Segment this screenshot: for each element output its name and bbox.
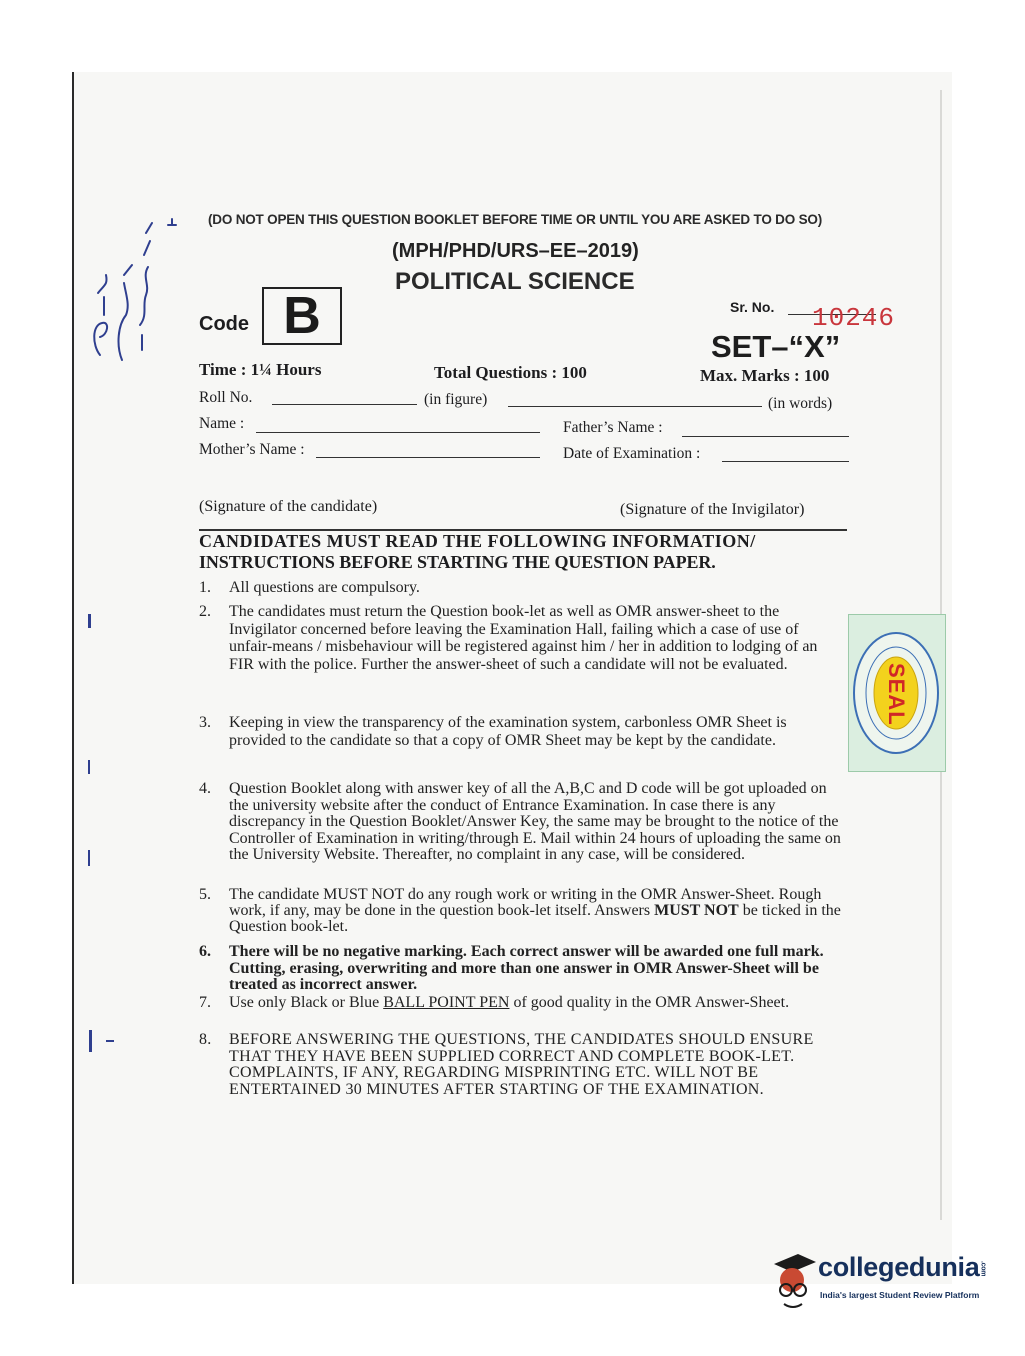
item-text: There will be no negative marking. Each correct answer will be awarded one full mark. Cutting, erasing, overwriting and more than one answer in OMR Answer-Sheet will be treated as incorrect answer. [229,943,824,993]
date-of-exam-line[interactable] [722,461,849,462]
set-label: SET–“X” [711,329,841,364]
roll-no-words-line[interactable] [508,406,762,407]
code-label: Code [199,313,249,335]
item-text: BEFORE ANSWERING THE QUESTIONS, THE CANDIDATES SHOULD ENSURE THAT THEY HAVE BEEN SUPPLIED CORRECT AND COMPLETE BOOK-LET. COMPLAINTS, IF ANY, REGARDING MISPRINTING ETC. WILL NOT BE ENTERTAINED 30 MINUTES AFTER STARTING OF THE EXAMINATION. [229,1031,814,1098]
item-text-part: Use only Black or Blue [229,994,384,1011]
fathers-name-label: Father’s Name : [563,419,663,436]
name-label: Name : [199,415,245,432]
invigilator-signature: (Signature of the Invigilator) [620,501,805,518]
mothers-name-label: Mother’s Name : [199,441,305,458]
subject-title: POLITICAL SCIENCE [395,268,635,295]
item-text: The candidates must return the Question book-let as well as OMR answer-sheet to the Invigilator concerned before leaving the Examination Hall, failing which a case of use of unfair-means / misbehaviour will be registered against him / her in addition to lodging of an FIR with the police. Further the answer-sheet of such a candidate will not be evaluated. [229,603,818,673]
max-marks: Max. Marks : 100 [700,366,830,385]
item-number: 6. [199,943,211,960]
logo-name: collegedunia [818,1252,980,1282]
serial-number-label: Sr. No. [730,299,775,315]
fathers-name-line[interactable] [682,436,849,437]
time-info: Time : 1¼ Hours [199,360,322,379]
item-text-underlined: BALL POINT PEN [383,994,510,1011]
margin-mark [88,850,90,866]
name-line[interactable] [256,432,540,433]
margin-mark [88,760,90,774]
margin-mark [106,1040,114,1042]
seal-label: SEAL [884,663,909,726]
item-text: Keeping in view the transparency of the examination system, carbonless OMR Sheet is provided to the candidate so that a copy of OMR Sheet may be kept by the candidate. [229,714,787,749]
item-number: 8. [199,1031,212,1048]
mascot-icon [770,1250,818,1312]
item-text: Question Booklet along with answer key of all the A,B,C and D code will be got uploaded on the university website after the conduct of Entrance Examination. In case there is any discrepancy in the Question Booklet/Answer Key, the same may be brought to the notice of the Controller of Examination in writing/through E. Mail within 24 hours of uploading the same on the University Website. Thereafter, no complaint in any case, will be considered. [229,780,841,863]
total-questions: Total Questions : 100 [434,363,587,382]
item-text-part: The candidate MUST NOT do any rough work or writing in the OMR Answer-Sheet. Rough work, if any, may be done in the question book-let itself. Answers [229,886,822,919]
handwritten-note [82,185,182,385]
item-text [229,887,849,935]
item-number: 5. [199,886,211,903]
roll-no-line[interactable] [272,404,417,405]
item-number: 2. [199,603,211,620]
code-box: B [262,287,342,345]
exam-code: (MPH/PHD/URS–EE–2019) [392,240,639,262]
item-text: All questions are compulsory. [229,579,420,596]
roll-no-label: Roll No. [199,389,253,406]
logo-suffix: .com [979,1261,987,1277]
confidential-seal [848,614,946,772]
instructions-heading-2: INSTRUCTIONS BEFORE STARTING THE QUESTION PAPER. [199,552,716,572]
booklet-warning: (DO NOT OPEN THIS QUESTION BOOKLET BEFORE TIME OR UNTIL YOU ARE ASKED TO DO SO) [208,212,822,227]
item-number: 4. [199,780,211,797]
candidate-signature: (Signature of the candidate) [199,498,378,515]
logo-wordmark [818,1252,986,1283]
item-number: 1. [199,579,211,596]
item-text [229,995,849,1012]
margin-mark [88,614,91,628]
serial-number-value: 10246 [812,303,896,333]
item-text-part: of good quality in the OMR Answer-Sheet. [509,994,790,1011]
margin-mark [89,1030,92,1052]
in-figure-label: (in figure) [424,391,488,408]
instructions-heading-1: CANDIDATES MUST READ THE FOLLOWING INFORMATION/ [199,531,756,551]
mothers-name-line[interactable] [316,457,540,458]
item-text-part: be ticked in the Question book-let. [229,902,841,935]
in-words-label: (in words) [768,395,833,412]
date-of-exam-label: Date of Examination : [563,445,701,462]
collegedunia-logo [770,1248,1000,1318]
item-number: 7. [199,994,211,1011]
item-number: 3. [199,714,211,731]
item-text-emphasis: MUST NOT [654,902,739,919]
logo-tagline: India's largest Student Review Platform [820,1290,980,1300]
